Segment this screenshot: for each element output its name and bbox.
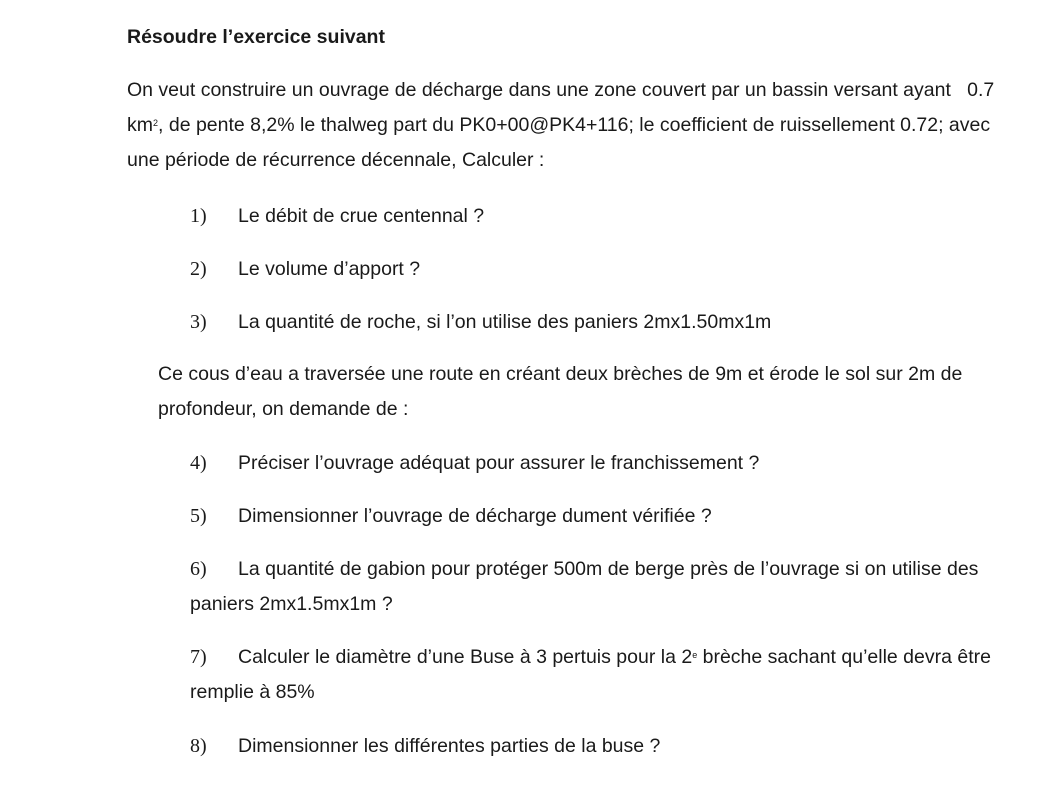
intro-paragraph <box>127 73 1007 178</box>
question-item-5 <box>190 499 207 534</box>
question-text-7b: brèche sachant qu’elle devra être remplie à 85% <box>190 646 991 703</box>
question-number: 5) <box>190 505 207 527</box>
question-text-4: Préciser l’ouvrage adéquat pour assurer le franchissement ? <box>238 452 760 474</box>
question-item-4 <box>190 446 207 481</box>
intro-text-part2: , de pente 8,2% le thalweg part du PK0+00@PK4+116; le coefficient de ruissellement 0.72; avec une période de récurrence décennale, Calculer : <box>127 114 991 171</box>
question-text-8: Dimensionner les différentes parties de la buse ? <box>238 735 661 757</box>
question-text-1: Le débit de crue centennal ? <box>238 205 485 227</box>
question-item-1 <box>190 199 207 234</box>
question-item-3 <box>190 305 207 340</box>
question-text-3: La quantité de roche, si l’on utilise des paniers 2mx1.50mx1m <box>238 311 772 333</box>
intro-superscript: 2 <box>153 118 159 128</box>
question-text-5: Dimensionner l’ouvrage de décharge dument vérifiée ? <box>238 505 712 527</box>
question-number: 7) <box>190 646 207 668</box>
question-item-8 <box>190 729 207 764</box>
question-item-6 <box>190 552 1010 622</box>
intro-text-part1: On veut construire un ouvrage de décharge dans une zone couvert par un bassin versant ayant 0.7 km <box>127 79 1000 136</box>
intro2-paragraph: Ce cous d’eau a traversée une route en créant deux brèches de 9m et érode le sol sur 2m de profondeur, on demande de : <box>158 363 963 420</box>
question-number: 3) <box>190 311 207 333</box>
question-number: 2) <box>190 258 207 280</box>
question-number: 8) <box>190 735 207 757</box>
question-item-7 <box>190 640 1010 710</box>
question-7-superscript: e <box>692 650 698 660</box>
question-number: 6) <box>190 558 207 580</box>
question-number: 1) <box>190 205 207 227</box>
question-text-7a: Calculer le diamètre d’une Buse à 3 pertuis pour la 2 <box>238 646 693 668</box>
question-text-6: La quantité de gabion pour protéger 500m de berge près de l’ouvrage si on utilise des paniers 2mx1.5mx1m ? <box>190 558 979 615</box>
question-text-2: Le volume d’apport ? <box>238 258 421 280</box>
question-number: 4) <box>190 452 207 474</box>
exercise-title: Résoudre l’exercice suivant <box>127 26 385 48</box>
question-item-2 <box>190 252 207 287</box>
